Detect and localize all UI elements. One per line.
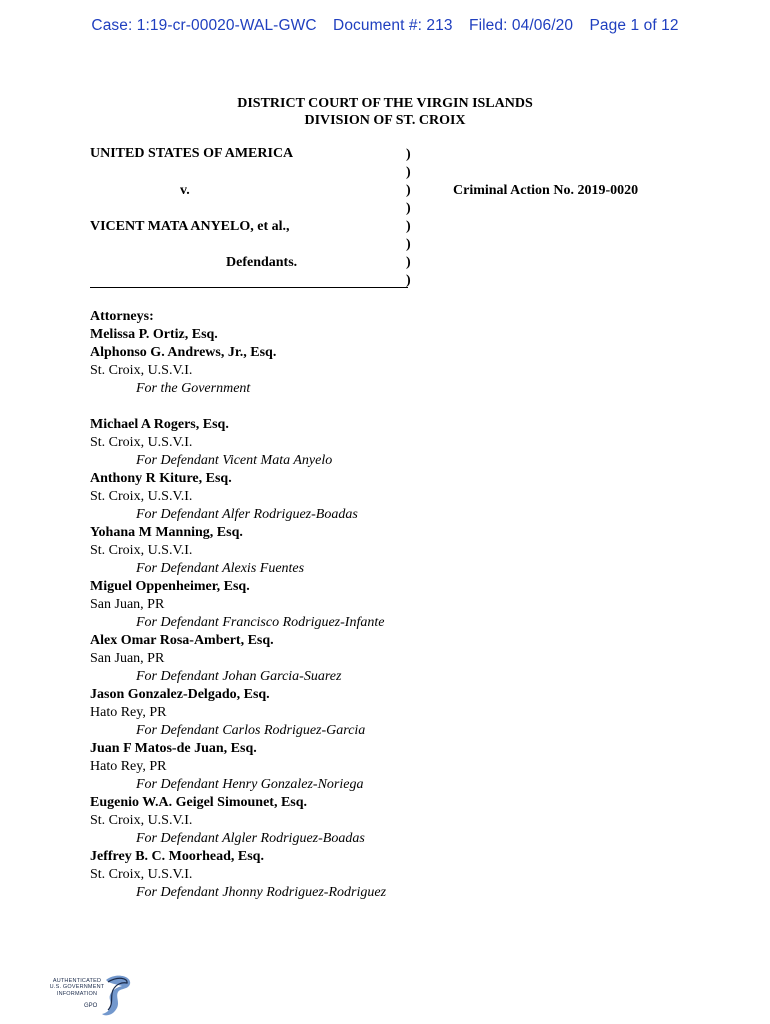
attorney-name: Eugenio W.A. Geigel Simounet, Esq. bbox=[90, 795, 308, 810]
caption-divider bbox=[90, 287, 408, 288]
plaintiff-name: UNITED STATES OF AMERICA bbox=[90, 146, 294, 161]
attorney-role: For Defendant Jhonny Rodriguez-Rodriguez bbox=[136, 885, 387, 900]
attorney-name: Miguel Oppenheimer, Esq. bbox=[90, 579, 250, 594]
attorneys-heading: Attorneys: bbox=[90, 309, 154, 324]
caption-paren: ) bbox=[406, 165, 411, 180]
attorney-role: For Defendant Henry Gonzalez-Noriega bbox=[136, 777, 364, 792]
section-spacer bbox=[90, 398, 386, 416]
attorney-location: St. Croix, U.S.V.I. bbox=[90, 489, 193, 504]
caption-paren: ) bbox=[406, 255, 411, 270]
attorney-role: For Defendant Johan Garcia-Suarez bbox=[136, 669, 342, 684]
caption-paren: ) bbox=[406, 183, 411, 198]
attorney-location: San Juan, PR bbox=[90, 651, 165, 666]
caption-paren: ) bbox=[406, 237, 411, 252]
caption-paren: ) bbox=[406, 201, 411, 216]
attorney-location: St. Croix, U.S.V.I. bbox=[90, 435, 193, 450]
caption-paren: ) bbox=[406, 147, 411, 162]
page-number: Page 1 of 12 bbox=[589, 17, 679, 34]
versus-label: v. bbox=[180, 183, 190, 198]
attorney-name: Melissa P. Ortiz, Esq. bbox=[90, 327, 218, 342]
attorney-name: Anthony R Kiture, Esq. bbox=[90, 471, 232, 486]
attorney-name: Alex Omar Rosa-Ambert, Esq. bbox=[90, 633, 274, 648]
attorney-location: St. Croix, U.S.V.I. bbox=[90, 543, 193, 558]
gpo-authentication-logo bbox=[44, 974, 134, 1018]
attorney-name: Jeffrey B. C. Moorhead, Esq. bbox=[90, 849, 264, 864]
attorney-location: San Juan, PR bbox=[90, 597, 165, 612]
attorney-role: For the Government bbox=[136, 381, 251, 396]
caption-parentheses bbox=[406, 146, 411, 290]
attorney-role: For Defendant Alexis Fuentes bbox=[136, 561, 305, 576]
criminal-action-number: Criminal Action No. 2019-0020 bbox=[453, 183, 639, 198]
court-division: DIVISION OF ST. CROIX bbox=[304, 113, 466, 128]
attorney-role: For Defendant Vicent Mata Anyelo bbox=[136, 453, 333, 468]
attorney-role: For Defendant Carlos Rodriguez-Garcia bbox=[136, 723, 366, 738]
attorney-name: Juan F Matos-de Juan, Esq. bbox=[90, 741, 257, 756]
attorney-name: Jason Gonzalez-Delgado, Esq. bbox=[90, 687, 270, 702]
logo-line: AUTHENTICATED bbox=[52, 978, 102, 984]
document-number: Document #: 213 bbox=[333, 17, 453, 34]
caption-paren: ) bbox=[406, 219, 411, 234]
eagle-icon bbox=[100, 974, 134, 1018]
attorney-location: Hato Rey, PR bbox=[90, 759, 167, 774]
attorney-name: Michael A Rogers, Esq. bbox=[90, 417, 229, 432]
attorney-location: St. Croix, U.S.V.I. bbox=[90, 867, 193, 882]
logo-gpo-text: GPO bbox=[84, 1003, 98, 1009]
caption-paren: ) bbox=[406, 273, 411, 288]
attorney-name: Yohana M Manning, Esq. bbox=[90, 525, 243, 540]
filing-header bbox=[0, 17, 770, 35]
defendant-name: VICENT MATA ANYELO, et al., bbox=[90, 219, 290, 234]
attorney-name: Alphonso G. Andrews, Jr., Esq. bbox=[90, 345, 277, 360]
filed-date: Filed: 04/06/20 bbox=[469, 17, 574, 34]
logo-line: U.S. GOVERNMENT bbox=[49, 984, 105, 991]
attorney-role: For Defendant Francisco Rodriguez-Infante bbox=[136, 615, 385, 630]
court-name: DISTRICT COURT OF THE VIRGIN ISLANDS bbox=[237, 96, 533, 111]
logo-line: INFORMATION bbox=[56, 990, 98, 997]
attorney-location: Hato Rey, PR bbox=[90, 705, 167, 720]
attorney-location: St. Croix, U.S.V.I. bbox=[90, 813, 193, 828]
attorney-role: For Defendant Algler Rodriguez-Boadas bbox=[136, 831, 365, 846]
court-title bbox=[0, 95, 770, 129]
defendants-label: Defendants. bbox=[226, 255, 298, 270]
attorney-location: St. Croix, U.S.V.I. bbox=[90, 363, 193, 378]
case-number: Case: 1:19-cr-00020-WAL-GWC bbox=[91, 17, 317, 34]
attorneys-section bbox=[90, 308, 386, 902]
attorney-role: For Defendant Alfer Rodriguez-Boadas bbox=[136, 507, 358, 522]
